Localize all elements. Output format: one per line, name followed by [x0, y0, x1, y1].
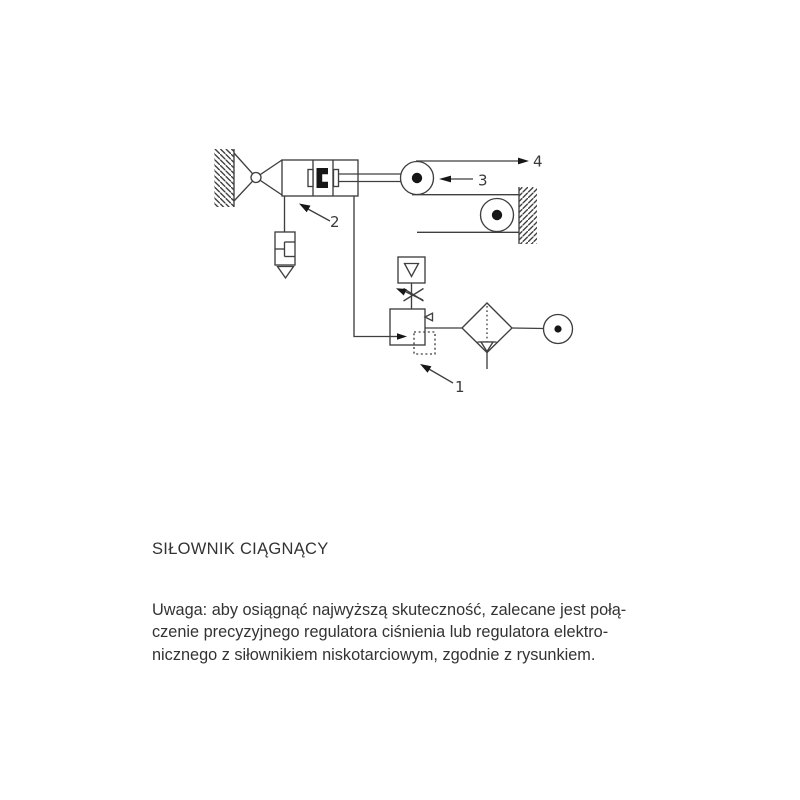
pressure-gauge [398, 257, 425, 283]
callout-3 [439, 172, 488, 190]
pulley-movable [401, 162, 434, 195]
callout-4-label: 4 [533, 152, 543, 171]
section-title: SIŁOWNIK CIĄGNĄCY [152, 540, 329, 558]
arrow-right-icon [518, 158, 529, 165]
supply-line [354, 196, 390, 337]
clevis-mount-icon [234, 153, 282, 201]
cylinder-low-friction [282, 160, 358, 196]
pressure-source [512, 315, 573, 344]
leader-arrow-icon [420, 364, 431, 373]
note-line-1: Uwaga: aby osiągnąć najwyższą skuteczność, zalecane jest połą- [152, 601, 627, 619]
callout-1 [420, 364, 465, 396]
note-line-2: czenie precyzyjnego regulatora ciśnienia lub regulatora elektro- [152, 623, 609, 642]
pulley-fixed [481, 199, 514, 232]
callout-2 [299, 204, 340, 232]
callout-2-label: 2 [330, 213, 340, 231]
arrow-left-icon [439, 176, 451, 183]
callout-1-label: 1 [455, 378, 465, 396]
exhaust-triangle-icon [278, 267, 294, 279]
relief-vent-icon [425, 313, 433, 321]
callout-3-label: 3 [478, 171, 488, 190]
note-paragraph [152, 599, 626, 666]
note-line-3: nicznego z siłownikiem niskotarciowym, zgodnie z rysunkiem. [152, 645, 596, 664]
adjustment-arrow-icon [396, 288, 423, 300]
wall-right [519, 187, 537, 244]
pressure-regulator [390, 283, 462, 354]
air-filter [462, 303, 512, 369]
leader-arrow-icon [299, 204, 311, 213]
wall-left [214, 149, 234, 207]
exhaust-flow-control [275, 196, 295, 278]
callout-4 [416, 153, 543, 171]
